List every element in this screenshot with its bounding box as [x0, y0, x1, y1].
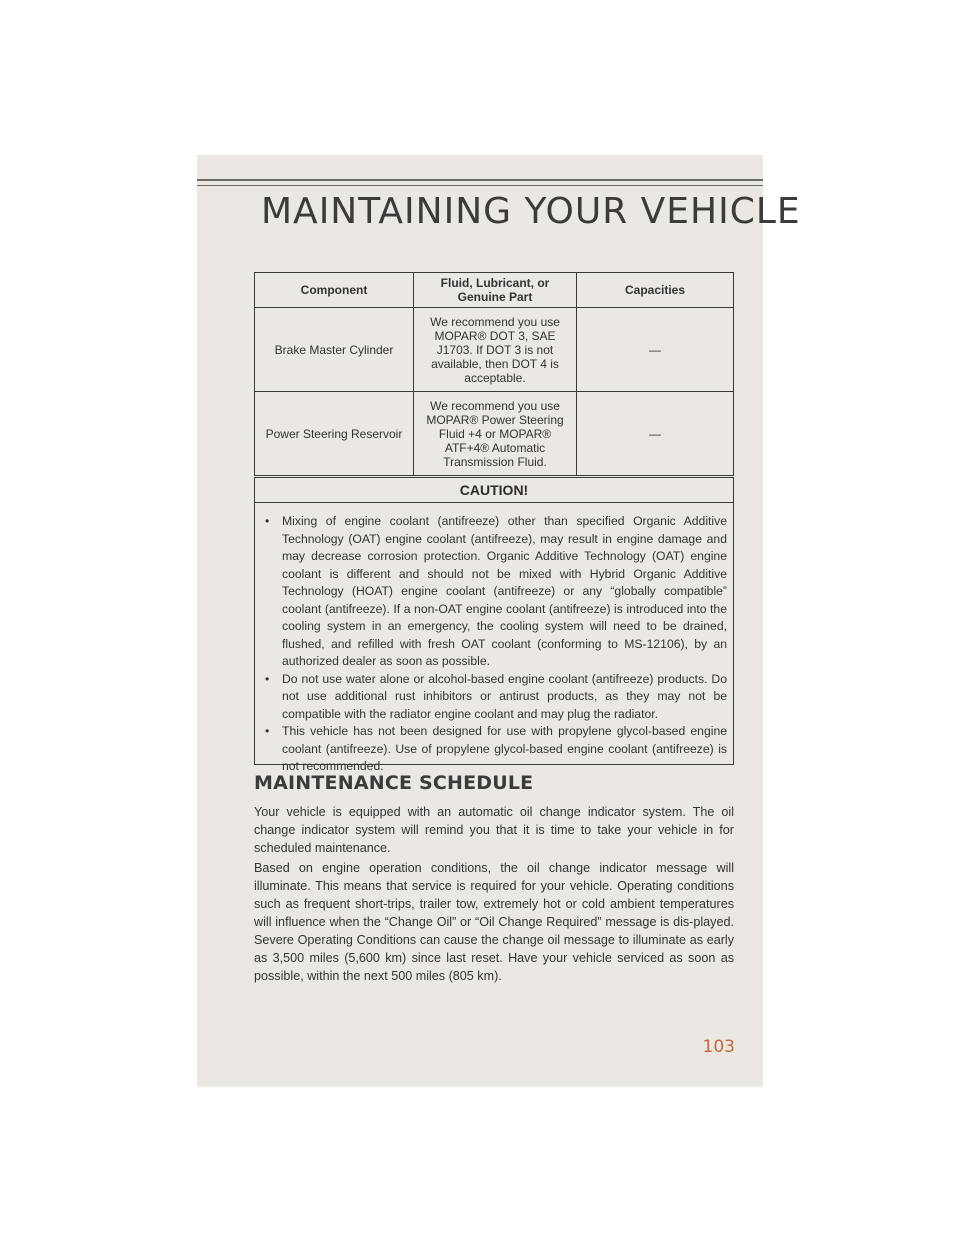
maintenance-paragraph-1: Your vehicle is equipped with an automatic oil change indicator system. The oil change indicator system will remind you that it is time to take your vehicle in for scheduled maintenance. [254, 805, 734, 855]
table-cell-capacity: — [577, 392, 734, 476]
caution-title: CAUTION! [255, 478, 733, 503]
caution-item [265, 513, 727, 671]
table-header-component: Component [255, 273, 414, 308]
section-title: MAINTAINING YOUR VEHICLE [261, 191, 801, 232]
caution-item [265, 723, 727, 776]
table-header-capacities: Capacities [577, 273, 734, 308]
bullet: • [265, 671, 270, 686]
manual-page [197, 155, 801, 1087]
table-row [255, 392, 734, 476]
caution-box [254, 477, 734, 773]
table-cell-fluid: We recommend you use MOPAR® DOT 3, SAE J1703. If DOT 3 is not available, then DOT 4 is acceptable. [414, 308, 577, 392]
header-rule-thin [197, 185, 763, 186]
fluid-capacity-table [254, 272, 734, 476]
header-rule-thick [197, 179, 763, 181]
bullet: • [265, 724, 270, 738]
table-cell-component: Brake Master Cylinder [255, 308, 414, 392]
caution-item [265, 671, 727, 724]
page-number: 103 [702, 1037, 735, 1057]
maintenance-paragraph-2: Based on engine operation conditions, the oil change indicator message will illuminate. This means that service is required for your vehicle. Operating conditions such as frequent short-trips, trailer tow, extremely hot or cold ambient temperatures will influence when the “Change Oil” or “Oil Change Required” message is dis-played. Severe Operating Conditions can cause the change oil message to illuminate as early as 3,500 miles (5,600 km) since last reset. Have your vehicle serviced as soon as possible, within the next 500 miles (805 km). [254, 861, 734, 983]
table-cell-capacity: — [577, 308, 734, 392]
maintenance-heading: MAINTENANCE SCHEDULE [254, 772, 534, 794]
caution-item-text: This vehicle has not been designed for use with propylene glycol-based engine coolant (antifreeze). Use of propylene glycol-based engine coolant (antifreeze) is not recommended. [282, 724, 727, 773]
table-header-fluid: Fluid, Lubricant, or Genuine Part [414, 273, 577, 308]
bullet: • [265, 514, 270, 528]
table-cell-component: Power Steering Reservoir [255, 392, 414, 476]
table-header-row [255, 273, 734, 308]
table-row [255, 308, 734, 392]
caution-list [255, 513, 733, 776]
table-cell-fluid: We recommend you use MOPAR® Power Steering Fluid +4 or MOPAR® ATF+4® Automatic Transmission Fluid. [414, 392, 577, 476]
caution-item-text: Do not use water alone or alcohol-based engine coolant (antifreeze) products. Do not use additional rust inhibitors or antirust products, as they may not be compatible with the radiator engine coolant and may plug the radiator. [282, 671, 727, 721]
caution-item-text: Mixing of engine coolant (antifreeze) other than specified Organic Additive Technology (OAT) engine coolant (antifreeze), may result in engine damage and may decrease corrosion protection. Organic Additive Technology (OAT) engine coolant is different and should not be mixed with Hybrid Organic Additive Technology (HOAT) engine coolant (antifreeze) or any “globally compatible” coolant (antifreeze). If a non-OAT engine coolant (antifreeze) is introduced into the cooling system in an emergency, the cooling system will need to be drained, flushed, and refilled with fresh OAT coolant (conforming to MS-12106), by an authorized dealer as soon as possible. [282, 514, 727, 668]
